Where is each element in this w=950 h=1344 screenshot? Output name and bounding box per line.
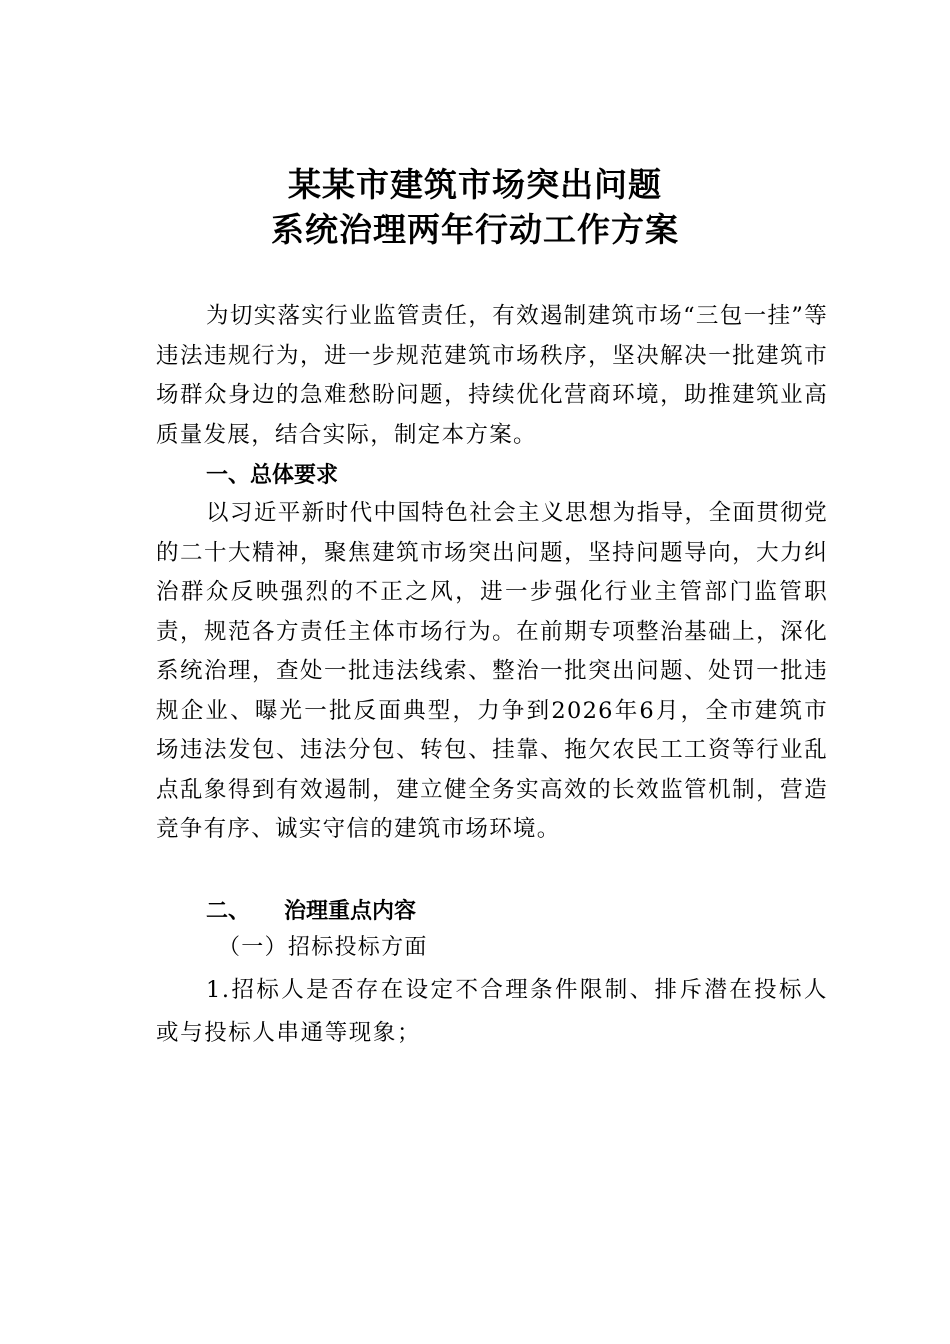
section-heading-number: 二、 (206, 899, 251, 924)
document-title-line-1: 某某市建筑市场突出问题 (288, 165, 662, 204)
section-heading-overall-requirements: 一、总体要求 (206, 463, 339, 488)
overall-requirements-paragraph: 以习近平新时代中国特色社会主义思想为指导，全面贯彻党的二十大精神，聚焦建筑市场突出问题，坚持问题导向，大力纠治群众反映强烈的不正之风，进一步强化行业主管部门监管职责，规范各方责任主体市场行为。在前期专项整治基础上，深化系统治理，查处一批违法线索、整治一批突出问题、处罚一批违规企业、曝光一批反面典型，力争到2026年6月，全市建筑市场违法发包、违法分包、转包、挂靠、拖欠农民工工资等行业乱点乱象得到有效遏制，建立健全务实高效的长效监管机制，营造竞争有序、诚实守信的建筑市场环境。 (156, 500, 828, 842)
list-item: 1.招标人是否存在设定不合理条件限制、排斥潜在投标人或与投标人串通等现象； (156, 977, 828, 1046)
section-heading-key-contents (206, 894, 416, 925)
document-title-line-2: 系统治理两年行动工作方案 (271, 210, 679, 249)
section-heading-text: 治理重点内容 (284, 899, 417, 924)
intro-paragraph: 为切实落实行业监管责任，有效遏制建筑市场“三包一挂”等违法违规行为，进一步规范建筑市场秩序，坚决解决一批建筑市场群众身边的急难愁盼问题，持续优化营商环境，助推建筑业高质量发展，结合实际，制定本方案。 (156, 303, 828, 448)
subsection-bidding: （一）招标投标方面 (218, 935, 428, 960)
